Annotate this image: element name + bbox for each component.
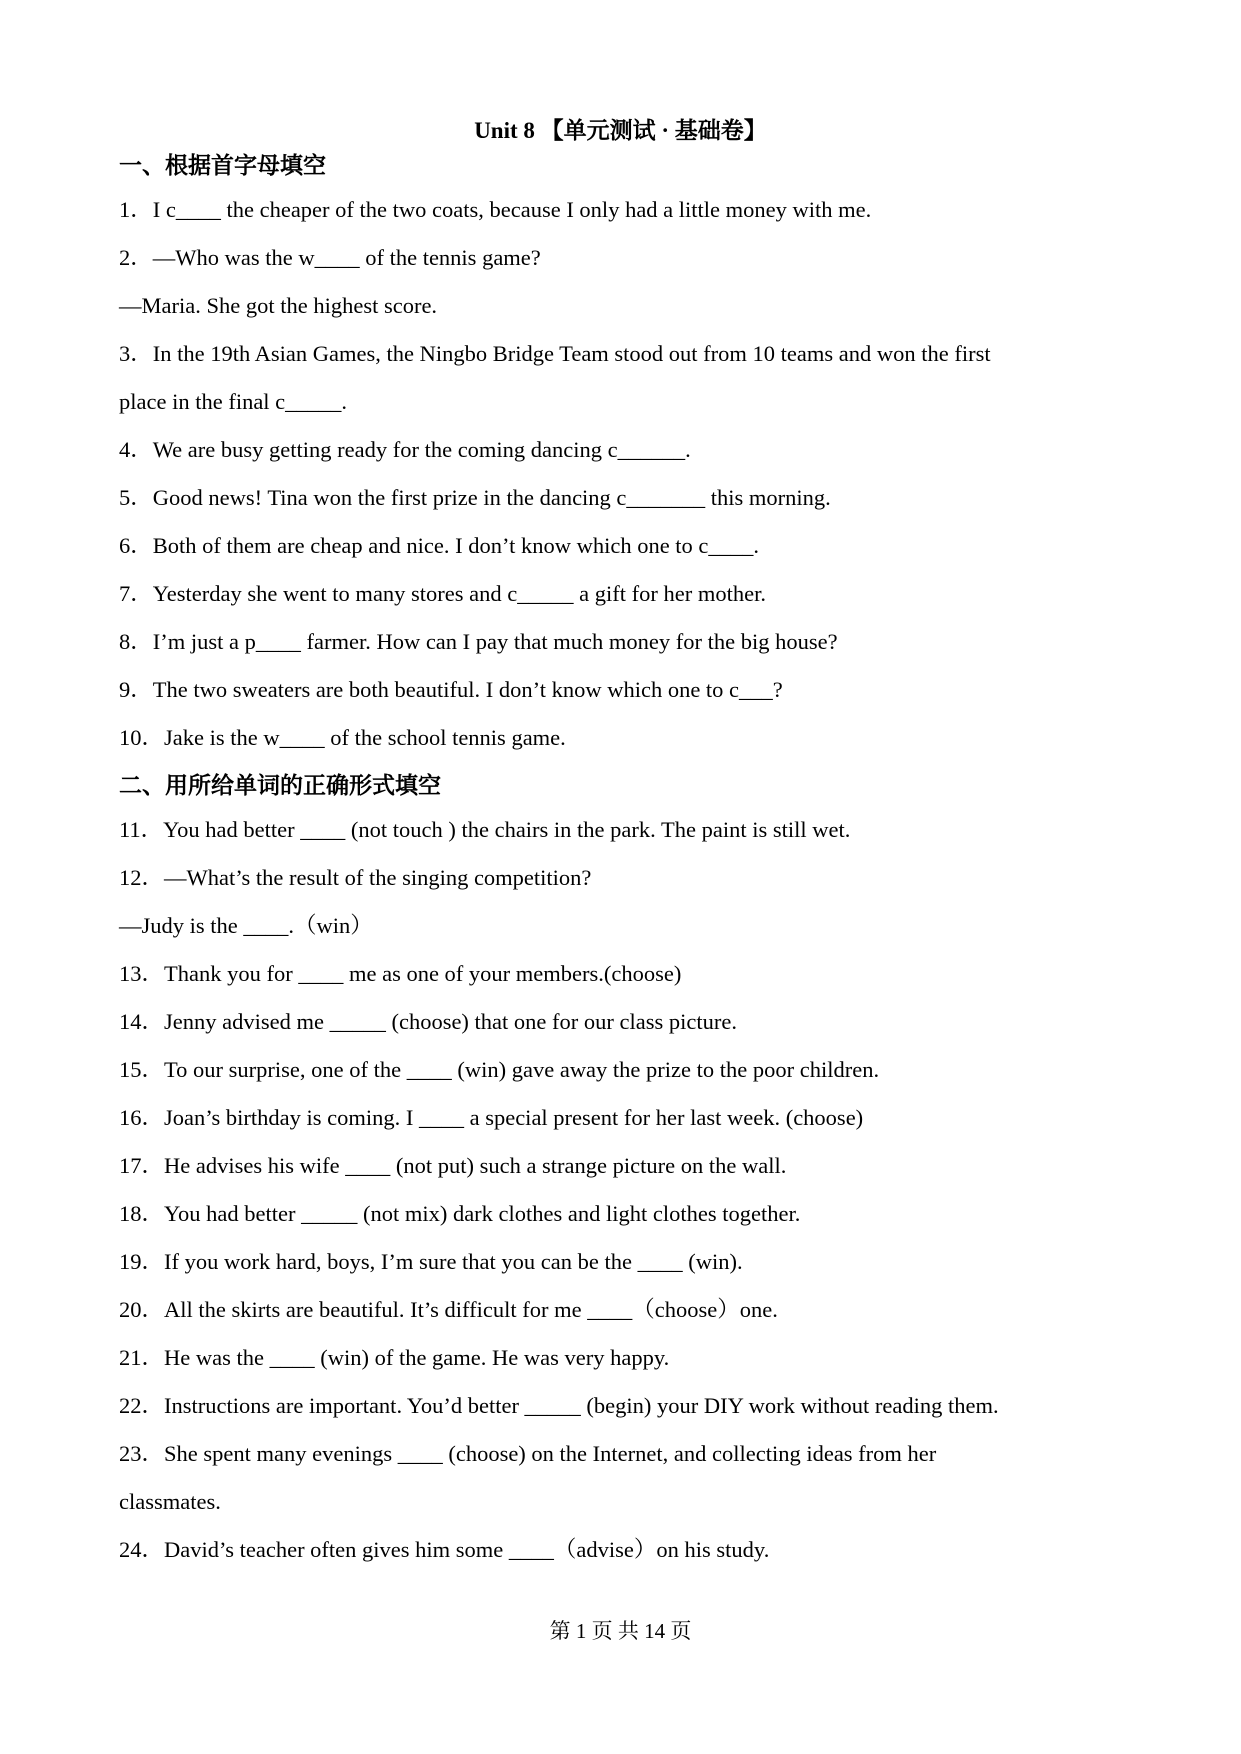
question-line: place in the final c_____. <box>119 389 348 414</box>
question-line: —Maria. She got the highest score. <box>119 293 438 318</box>
question-line: 4．We are busy getting ready for the coming dancing c______. <box>119 437 691 462</box>
question-line: —Judy is the ____.（win） <box>119 913 373 938</box>
question-line: 20．All the skirts are beautiful. It’s difficult for me ____（choose）one. <box>119 1297 778 1322</box>
question-line: 2．—Who was the w____ of the tennis game? <box>119 245 541 270</box>
question-line: 17．He advises his wife ____ (not put) such a strange picture on the wall. <box>119 1153 787 1178</box>
section-1-questions <box>119 186 1129 762</box>
question-line: 18．You had better _____ (not mix) dark clothes and light clothes together. <box>119 1201 801 1226</box>
question-line: 5．Good news! Tina won the first prize in the dancing c_______ this morning. <box>119 485 831 510</box>
page-footer: 第 1 页 共 14 页 <box>549 1619 692 1643</box>
section-heading-1: 一、根据首字母填空 <box>119 153 326 178</box>
question-line: 7．Yesterday she went to many stores and c_____ a gift for her mother. <box>119 581 766 606</box>
question-line: 12．—What’s the result of the singing competition? <box>119 865 592 890</box>
question-line: 14．Jenny advised me _____ (choose) that one for our class picture. <box>119 1009 737 1034</box>
question-line: 11．You had better ____ (not touch ) the chairs in the park. The paint is still wet. <box>119 817 851 842</box>
question-line: 6．Both of them are cheap and nice. I don’t know which one to c____. <box>119 533 760 558</box>
question-line: classmates. <box>119 1489 221 1514</box>
question-line: 1．I c____ the cheaper of the two coats, because I only had a little money with me. <box>119 197 872 222</box>
question-line: 8．I’m just a p____ farmer. How can I pay that much money for the big house? <box>119 629 838 654</box>
question-line: 3．In the 19th Asian Games, the Ningbo Bridge Team stood out from 10 teams and won the first <box>119 341 991 366</box>
question-line: 10．Jake is the w____ of the school tennis game. <box>119 725 566 750</box>
question-line: 24．David’s teacher often gives him some ____（advise）on his study. <box>119 1537 770 1562</box>
page-title: Unit 8 【单元测试 · 基础卷】 <box>474 118 767 143</box>
question-line: 9．The two sweaters are both beautiful. I don’t know which one to c___? <box>119 677 783 702</box>
question-line: 15．To our surprise, one of the ____ (win) gave away the prize to the poor children. <box>119 1057 880 1082</box>
worksheet-content <box>119 142 1129 1574</box>
question-line: 16．Joan’s birthday is coming. I ____ a special present for her last week. (choose) <box>119 1105 864 1130</box>
question-line: 21．He was the ____ (win) of the game. He was very happy. <box>119 1345 670 1370</box>
question-line: 22．Instructions are important. You’d better _____ (begin) your DIY work without reading them. <box>119 1393 999 1418</box>
section-2-questions <box>119 806 1129 1574</box>
question-line: 19．If you work hard, boys, I’m sure that you can be the ____ (win). <box>119 1249 743 1274</box>
section-heading-2: 二、用所给单词的正确形式填空 <box>119 773 441 798</box>
question-line: 23．She spent many evenings ____ (choose) on the Internet, and collecting ideas from her <box>119 1441 937 1466</box>
question-line: 13．Thank you for ____ me as one of your members.(choose) <box>119 961 682 986</box>
